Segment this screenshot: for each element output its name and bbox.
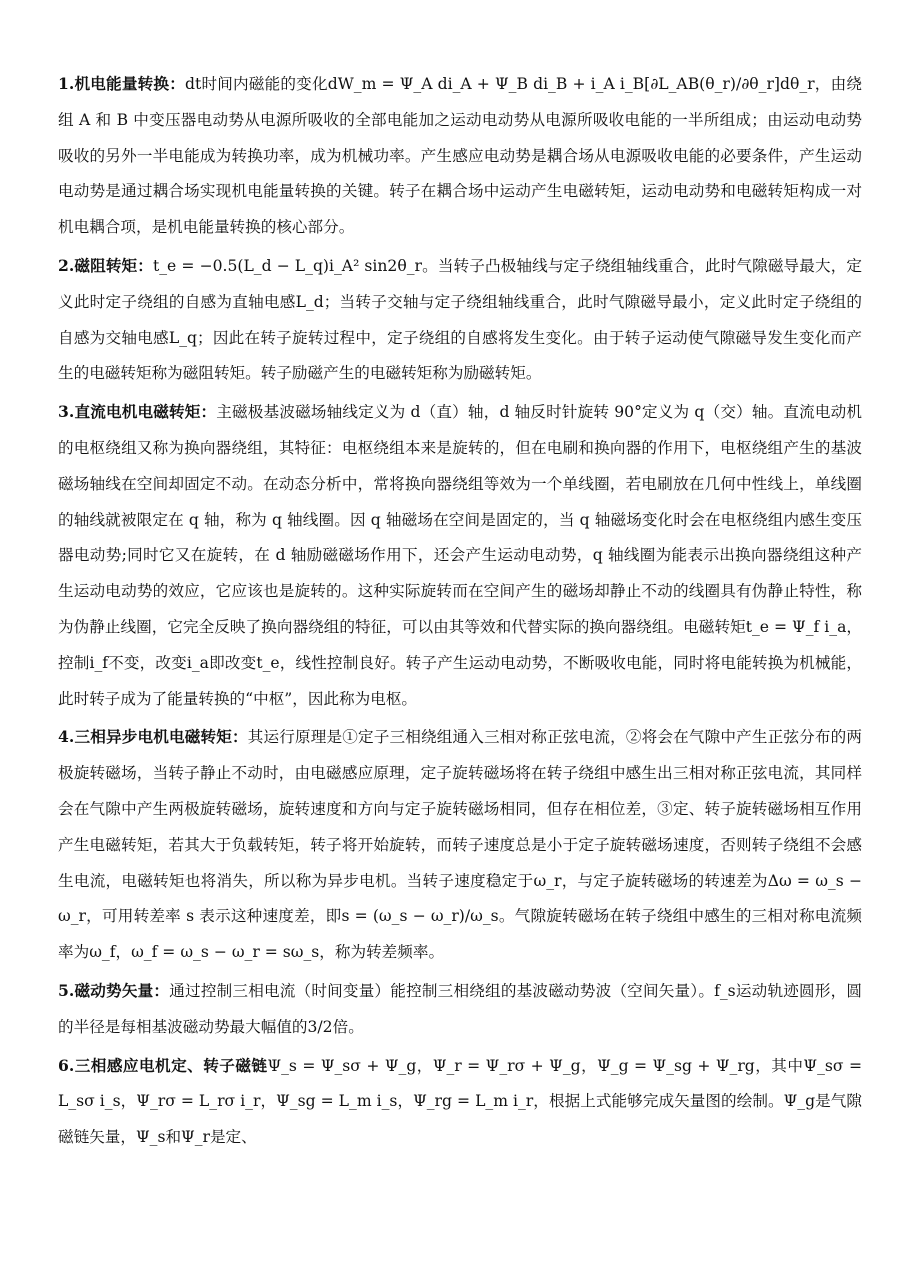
section-mmf-vector — [58, 973, 862, 1046]
section-body: dt时间内磁能的变化dW_m = Ψ_A di_A + Ψ_B di_B + i_A i_B[∂L_AB(θ_r)/∂θ_r]dθ_r，由绕组 A 和 B 中变压器电动势从电源所吸收的全部电能加之运动电动势从电源所吸收电能的一半所组成；由运动电动势吸收的另外一半电能成为转换功率，成为机械功率。产生感应电动势是耦合场从电源吸收电能的必要条件，产生运动电动势是通过耦合场实现机电能量转换的关键。转子在耦合场中运动产生电磁转矩，运动电动势和电磁转矩构成一对机电耦合项，是机电能量转换的核心部分。 — [58, 75, 862, 237]
section-heading: 1.机电能量转换： — [58, 74, 185, 93]
section-body: t_e = −0.5(L_d − L_q)i_A² sin2θ_r。当转子凸极轴线与定子绕组轴线重合，此时气隙磁导最大，定义此时定子绕组的自感为直轴电感L_d；当转子交轴与定子绕组轴线重合，此时气隙磁导最小，定义此时定子绕组的自感为交轴电感L_q；因此在转子旋转过程中，定子绕组的自感将发生变化。由于转子运动使气隙磁导发生变化而产生的电磁转矩称为磁阻转矩。转子励磁产生的电磁转矩称为励磁转矩。 — [58, 256, 863, 383]
section-dc-motor-torque — [58, 394, 862, 717]
section-heading: 2.磁阻转矩： — [58, 255, 153, 275]
section-electromechanical-energy-conversion — [58, 66, 862, 246]
section-body: 通过控制三相电流（时间变量）能控制三相绕组的基波磁动势波（空间矢量）。f_s运动轨迹圆形，圆的半径是每相基波磁动势最大幅值的3/2倍。 — [58, 981, 863, 1036]
section-reluctance-torque — [58, 248, 862, 392]
section-heading: 5.磁动势矢量： — [58, 980, 170, 1000]
section-heading: 4.三相异步电机电磁转矩： — [58, 727, 248, 747]
section-heading: 3.直流电机电磁转矩： — [58, 402, 217, 422]
section-body: 主磁极基波磁场轴线定义为 d（直）轴，d 轴反时针旋转 90°定义为 q（交）轴。直流电动机的电枢绕组又称为换向器绕组，其特征：电枢绕组本来是旋转的，但在电刷和换向器的作用下，电枢绕组产生的基波磁场轴线在空间却固定不动。在动态分析中，常将换向器绕组等效为一个单线圈，若电刷放在几何中性线上，单线圈的轴线就被限定在 q 轴，称为 q 轴线圈。因 q 轴磁场在空间是固定的，当 q 轴磁场变化时会在电枢绕组内感生变压器电动势;同时它又在旋转，在 d 轴励磁磁场作用下，还会产生运动电动势，q 轴线圈为能表示出换向器绕组这种产生运动电动势的效应，它应该也是旋转的。这种实际旋转而在空间产生的磁场却静止不动的线圈具有伪静止特性，称为伪静止线圈，它完全反映了换向器绕组的特征，可以由其等效和代替实际的换向器绕组。电磁转矩t_e = Ψ_f i_a，控制i_f不变，改变i_a即改变t_e，线性控制良好。转子产生运动电动势，不断吸收电能，同时将电能转换为机械能，此时转子成为了能量转换的“中枢”，因此称为电枢。 — [58, 403, 862, 708]
section-induction-motor-torque — [58, 719, 862, 971]
section-flux-linkage — [58, 1048, 862, 1156]
section-heading: 6.三相感应电机定、转子磁链 — [58, 1055, 268, 1075]
section-body: 其运行原理是①定子三相绕组通入三相对称正弦电流，②将会在气隙中产生正弦分布的两极旋转磁场，当转子静止不动时，由电磁感应原理，定子旋转磁场将在转子绕组中感生出三相对称正弦电流，其同样会在气隙中产生两极旋转磁场，旋转速度和方向与定子旋转磁场相同，但存在相位差，③定、转子旋转磁场相互作用产生电磁转矩，若其大于负载转矩，转子将开始旋转，而转子速度总是小于定子旋转磁场速度，否则转子绕组不会感生电流，电磁转矩也将消失，所以称为异步电机。当转子速度稳定于ω_r，与定子旋转磁场的转速差为Δω = ω_s − ω_r，可用转差率 s 表示这种速度差，即s = (ω_s − ω_r)/ω_s。气隙旋转磁场在转子绕组中感生的三相对称电流频率为ω_f，ω_f = ω_s − ω_r = sω_s，称为转差频率。 — [58, 728, 862, 962]
section-body: Ψ_s = Ψ_sσ + Ψ_g，Ψ_r = Ψ_rσ + Ψ_g，Ψ_g = Ψ_sg + Ψ_rg，其中Ψ_sσ = L_sσ i_s，Ψ_rσ = L_rσ i_r，Ψ_sg = L_m i_s，Ψ_rg = L_m i_r，根据上式能够完成矢量图的绘制。Ψ_g是气隙磁链矢量，Ψ_s和Ψ_r是定、 — [58, 1056, 863, 1147]
